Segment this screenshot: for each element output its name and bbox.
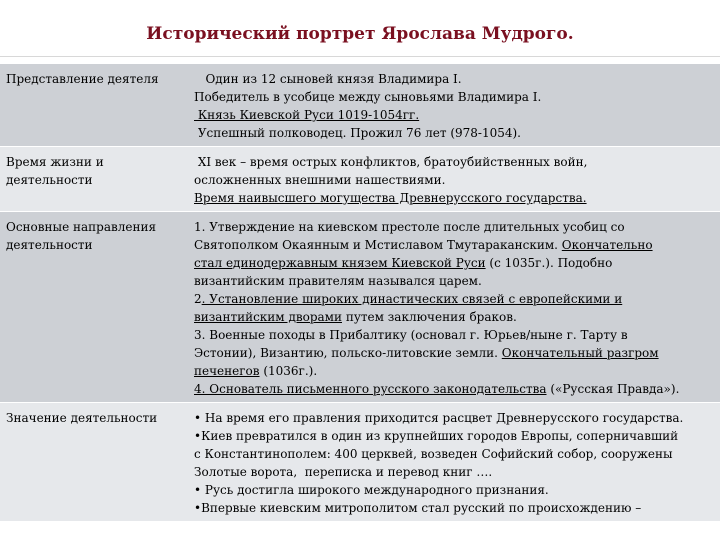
underlined-text: византийским дворами: [194, 310, 342, 324]
underlined-text: . Установление широких династических связей с европейскими и: [201, 292, 623, 306]
underlined-text: стал единодержавным князем Киевской Руси: [194, 256, 486, 270]
row-label: Время жизни и деятельности: [0, 147, 188, 212]
underlined-text: печенегов: [194, 364, 260, 378]
underlined-text: Время наивысшего могущества Древнерусского государства.: [194, 191, 587, 205]
portrait-table: [0, 64, 720, 522]
text-segment: • Русь достигла широкого международного признания.: [194, 483, 549, 497]
table-row: [0, 147, 720, 212]
row-content: [188, 147, 720, 212]
text-segment: Золотые ворота, переписка и перевод книг ….: [194, 465, 493, 479]
content-line: [194, 218, 716, 236]
underlined-text: Князь Киевской Руси 1019-1054гг.: [194, 108, 420, 122]
content-line: [194, 70, 716, 88]
row-content: [188, 212, 720, 403]
content-line: [194, 124, 716, 142]
content-line: [194, 171, 716, 189]
content-line: [194, 344, 716, 362]
content-line: [194, 362, 716, 380]
text-segment: («Русская Правда»).: [546, 382, 680, 396]
content-line: [194, 481, 716, 499]
content-line: [194, 88, 716, 106]
text-segment: 2: [194, 292, 202, 306]
text-segment: с Константинополем: 400 церквей, возведен Софийский собор, сооружены: [194, 447, 673, 461]
text-segment: путем заключения браков.: [342, 310, 517, 324]
content-line: [194, 272, 716, 290]
text-segment: (с 1035г.). Подобно: [485, 256, 613, 270]
slide-title: Исторический портрет Ярослава Мудрого.: [146, 24, 574, 44]
text-segment: Один из 12 сыновей князя Владимира I.: [194, 72, 462, 86]
text-segment: Успешный полководец. Прожил 76 лет (978-1054).: [194, 126, 521, 140]
table-row: [0, 64, 720, 147]
text-segment: Святополком Окаянным и Мстиславом Тмутараканским.: [194, 238, 562, 252]
content-line: [194, 499, 716, 517]
table-row: [0, 403, 720, 522]
underlined-text: 4. Основатель письменного русского законодательства: [194, 382, 547, 396]
text-segment: (1036г.).: [259, 364, 318, 378]
text-segment: Эстонии), Византию, польско-литовские земли.: [194, 346, 502, 360]
text-segment: 3. Военные походы в Прибалтику (основал г. Юрьев/ныне г. Тарту в: [194, 328, 628, 342]
text-segment: Победитель в усобице между сыновьями Владимира I.: [194, 90, 542, 104]
text-segment: XI век – время острых конфликтов, братоубийственных войн,: [194, 155, 588, 169]
text-segment: осложненных внешними нашествиями.: [194, 173, 446, 187]
content-line: [194, 153, 716, 171]
content-line: [194, 463, 716, 481]
content-line: [194, 290, 716, 308]
row-label: Представление деятеля: [0, 64, 188, 147]
row-label: Значение деятельности: [0, 403, 188, 522]
underlined-text: Окончательно: [561, 238, 653, 252]
table-body: [0, 64, 720, 522]
content-line: [194, 308, 716, 326]
content-line: [194, 254, 716, 272]
content-line: [194, 380, 716, 398]
content-line: [194, 427, 716, 445]
underlined-text: Окончательный разгром: [501, 346, 659, 360]
content-line: [194, 106, 716, 124]
text-segment: 1. Утверждение на киевском престоле после длительных усобиц со: [194, 220, 625, 234]
content-line: [194, 189, 716, 207]
text-segment: • На время его правления приходится расцвет Древнерусского государства.: [194, 411, 684, 425]
row-label: Основные направления деятельности: [0, 212, 188, 403]
text-segment: византийским правителям назывался царем.: [194, 274, 482, 288]
content-line: [194, 326, 716, 344]
table-row: [0, 212, 720, 403]
content-line: [194, 236, 716, 254]
content-line: [194, 409, 716, 427]
row-content: [188, 403, 720, 522]
text-segment: •Впервые киевским митрополитом стал русский по происхождению –: [194, 501, 642, 515]
content-line: [194, 445, 716, 463]
row-content: [188, 64, 720, 147]
text-segment: •Киев превратился в один из крупнейших городов Европы, соперничавший: [194, 429, 679, 443]
title-divider: [0, 56, 720, 57]
